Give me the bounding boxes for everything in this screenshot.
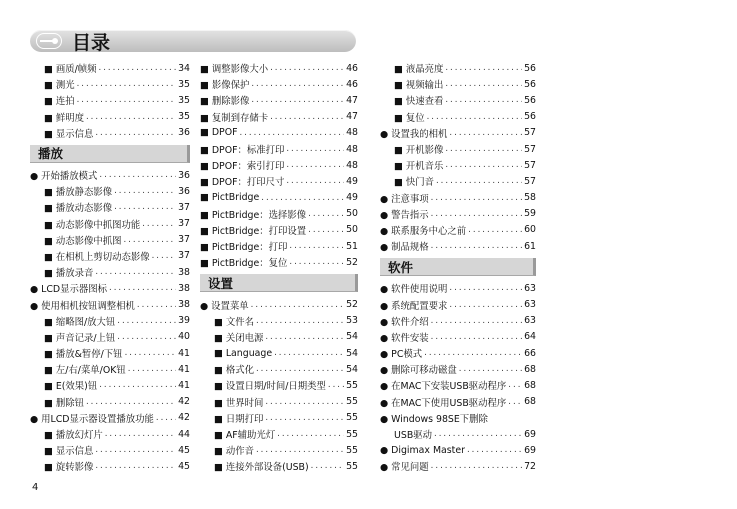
toc-entry[interactable] [200,76,358,92]
toc-entry-page: 63 [524,315,536,327]
dot-leader [239,128,344,138]
toc-entry-page: 35 [178,94,190,106]
toc-entry-page: 59 [524,208,536,220]
toc-entry-page: 56 [524,111,536,123]
dot-leader [86,397,176,407]
toc-entry-page: 52 [346,299,358,311]
toc-entry-label: USB驱动 [394,430,432,442]
toc-entry-page: 48 [346,159,358,171]
dot-leader [436,176,522,186]
dot-leader [445,144,522,154]
toc-entry-page: 55 [346,412,358,424]
dot-leader [251,95,344,105]
toc-entry-label: ■ DPOF：索引打印 [200,161,285,173]
toc-entry[interactable] [380,361,536,377]
toc-entry[interactable] [30,125,190,141]
toc-entry-page: 46 [346,78,358,90]
dot-leader [328,380,344,390]
toc-entry[interactable] [200,345,358,361]
toc-entry-label: ■ 声音记录/上钮 [44,332,116,344]
toc-entry[interactable] [30,280,190,296]
dot-leader [508,380,522,390]
dot-leader [424,348,522,358]
toc-entry-page: 53 [346,315,358,327]
dot-leader [286,144,344,154]
toc-entry-label: ■ AF辅助光灯 [214,430,276,442]
toc-entry[interactable] [200,190,358,206]
toc-entry-label: ■ 开机音乐 [394,161,444,173]
toc-entry-label: ■ E(效果)钮 [44,381,98,393]
dot-leader [508,397,522,407]
toc-entry[interactable] [30,167,190,183]
dot-leader [256,445,344,455]
toc-entry-page: 34 [178,62,190,74]
dot-leader [311,461,344,471]
toc-entry-label: ■ PictBridge [200,192,260,204]
toc-entry[interactable] [380,313,536,329]
dot-leader [289,257,344,267]
dot-leader [95,461,176,471]
toc-entry-label: ■ 测光 [44,80,75,92]
toc-entry-label: ● 常见问题 [380,462,429,474]
toc-entry-label: ■ 快速查看 [394,96,444,108]
toc-entry-page: 37 [178,234,190,246]
toc-entry-page: 41 [178,379,190,391]
section-heading: 设置 [200,274,358,292]
toc-entry-page: 37 [178,250,190,262]
toc-entry[interactable] [200,157,358,173]
toc-entry-label: ● 设置菜单 [200,300,249,312]
toc-entry-label: ■ PictBridge：复位 [200,258,288,270]
dot-leader [105,429,176,439]
dot-leader [449,283,522,293]
toc-entry[interactable] [200,377,358,393]
toc-entry-label: ■ 动态影像中抓图 [44,235,122,247]
toc-entry-label: ■ 显示信息 [44,128,94,140]
dot-leader [99,63,177,73]
toc-entry-label: ■ 快门音 [394,177,434,189]
toc-entry[interactable] [380,410,536,426]
dot-leader [99,380,176,390]
toc-entry-label: ■ DPOF：标准打印 [200,145,285,157]
dot-leader [431,461,522,471]
dot-leader [270,63,344,73]
toc-entry-label: ■ 连接外部设备(USB) [214,462,309,474]
toc-entry-page: 55 [346,428,358,440]
section-heading: 软件 [380,258,536,276]
dot-leader [449,128,522,138]
toc-entry-page: 45 [178,444,190,456]
toc-entry-page: 60 [524,224,536,236]
dot-leader [286,176,344,186]
toc-entry-label: ■ 格式化 [214,365,254,377]
dot-leader [109,283,176,293]
toc-entry-page: 39 [178,315,190,327]
toc-entry-label: ■ DPOF [200,127,238,139]
dot-leader [274,348,344,358]
toc-entry-page: 56 [524,78,536,90]
dot-leader [117,332,176,342]
dot-leader [445,63,522,73]
toc-entry[interactable] [30,60,190,76]
toc-entry-label: ● 设置我的相机 [380,128,448,140]
toc-entry-page: 54 [346,331,358,343]
toc-entry-label: ■ 调整影像大小 [200,64,269,76]
dot-leader [434,429,522,439]
toc-entry-label: ● 在MAC下使用USB驱动程序 [380,397,507,409]
toc-entry-label: ■ 显示信息 [44,446,94,458]
toc-entry-label: ● LCD显示器图标 [30,284,108,296]
toc-entry-page: 63 [524,299,536,311]
dot-leader [431,209,522,219]
toc-entry-page: 41 [178,363,190,375]
toc-entry[interactable] [200,313,358,329]
toc-entry-page: 42 [178,396,190,408]
toc-entry[interactable] [30,329,190,345]
toc-entry-page: 35 [178,111,190,123]
toc-entry[interactable] [30,442,190,458]
toc-entry-page: 57 [524,127,536,139]
toc-entry[interactable] [30,76,190,92]
dot-leader [308,209,344,219]
toc-entry-label: ● PC模式 [380,349,423,361]
toc-entry-page: 52 [346,256,358,268]
toc-entry[interactable] [200,361,358,377]
toc-entry-page: 48 [346,127,358,139]
toc-entry[interactable] [200,329,358,345]
dot-leader [265,332,344,342]
toc-entry-page: 40 [178,331,190,343]
toc-entry-label: ■ 播放录音 [44,268,94,280]
toc-entry-page: 49 [346,192,358,204]
toc-entry-page: 54 [346,363,358,375]
toc-entry-label: ● 软件介绍 [380,316,429,328]
toc-entry[interactable] [380,442,536,458]
toc-entry-page: 49 [346,175,358,187]
toc-entry-label: ■ 播放动态影像 [44,203,113,215]
toc-entry-page: 35 [178,78,190,90]
page-title: 目录 [72,32,111,54]
toc-entry-page: 58 [524,192,536,204]
toc-entry-label: ■ 动作音 [214,446,254,458]
toc-entry[interactable] [200,222,358,238]
dot-leader [114,186,176,196]
dot-leader [459,364,522,374]
dot-leader [449,300,522,310]
toc-entry-page: 54 [346,347,358,359]
toc-entry[interactable] [200,206,358,222]
toc-entry-page: 38 [178,266,190,278]
toc-entry-label: ■ 在相机上剪切动态影像 [44,251,150,263]
toc-entry[interactable] [200,442,358,458]
toc-entry[interactable] [30,92,190,108]
toc-entry-page: 69 [524,444,536,456]
toc-entry[interactable] [30,109,190,125]
dot-leader [431,241,522,251]
dot-leader [467,445,522,455]
toc-entry-label: ■ 视频输出 [394,80,444,92]
toc-entry-label: ● 联系服务中心之前 [380,225,467,237]
dot-leader [270,112,344,122]
toc-entry[interactable] [30,377,190,393]
toc-entry-label: ● 警告指示 [380,209,429,221]
toc-entry-label: ■ 日期打印 [214,413,264,425]
dot-leader [95,267,176,277]
toc-entry-page: 47 [346,111,358,123]
toc-entry-page: 44 [178,428,190,440]
toc-entry-page: 68 [524,379,536,391]
toc-entry-label: ■ 复制到存储卡 [200,112,269,124]
dot-leader [277,429,344,439]
toc-entry[interactable] [200,92,358,108]
dot-leader [265,413,344,423]
dot-leader [77,95,176,105]
dot-leader [114,202,176,212]
toc-entry-label: ■ 世界时间 [214,397,264,409]
toc-column-3 [380,60,536,475]
toc-entry-page: 66 [524,347,536,359]
toc-entry[interactable] [380,157,536,173]
dot-leader [445,79,522,89]
toc-entry[interactable] [380,394,536,410]
toc-entry[interactable] [30,345,190,361]
toc-entry[interactable] [200,458,358,474]
toc-entry-page: 57 [524,143,536,155]
toc-entry-label: ■ 液晶亮度 [394,64,444,76]
toc-entry[interactable] [380,92,536,108]
section-heading: 播放 [30,145,190,163]
toc-entry-page: 36 [178,169,190,181]
toc-entry-label: ● 软件安装 [380,332,429,344]
toc-entry[interactable] [380,296,536,312]
toc-entry[interactable] [30,313,190,329]
toc-entry-label: ■ Language [214,347,273,359]
toc-entry[interactable] [380,109,536,125]
dot-leader [125,348,177,358]
toc-entry[interactable] [380,329,536,345]
toc-entry-label: ■ 缩略图/放大钮 [44,316,116,328]
toc-entry-page: 64 [524,331,536,343]
toc-entry[interactable] [380,206,536,222]
toc-entry-page: 36 [178,127,190,139]
dot-leader [86,112,176,122]
dot-leader [431,316,522,326]
toc-entry-label: ■ PictBridge：选择影像 [200,209,307,221]
dot-leader [77,79,176,89]
toc-entry[interactable] [380,426,536,442]
toc-entry-page: 55 [346,460,358,472]
toc-entry-label: ■ 左/右/菜单/OK钮 [44,365,126,377]
toc-entry[interactable] [30,232,190,248]
toc-entry[interactable] [380,173,536,189]
toc-entry[interactable] [200,141,358,157]
dot-leader [142,219,176,229]
toc-entry-label: ● 用LCD显示器设置播放功能 [30,413,154,425]
dot-leader [251,300,344,310]
toc-entry-label: ■ DPOF：打印尺寸 [200,177,285,189]
toc-entry-page: 51 [346,240,358,252]
toc-entry[interactable] [380,141,536,157]
dot-leader [95,445,176,455]
toc-entry-page: 56 [524,62,536,74]
toc-entry-label: ● 制品规格 [380,242,429,254]
toc-entry[interactable] [380,222,536,238]
toc-entry[interactable] [200,109,358,125]
toc-entry-page: 57 [524,159,536,171]
toc-entry-label: ● 在MAC下安装USB驱动程序 [380,381,507,393]
toc-entry-page: 46 [346,62,358,74]
toc-entry[interactable] [30,296,190,312]
toc-entry-page: 45 [178,460,190,472]
toc-entry-label: ■ 鲜明度 [44,112,84,124]
toc-entry-page: 48 [346,143,358,155]
toc-entry-label: ■ 播放幻灯片 [44,430,103,442]
dot-leader [95,128,176,138]
toc-entry-label: ● 软件使用说明 [380,284,448,296]
toc-entry[interactable] [380,76,536,92]
toc-entry[interactable] [200,394,358,410]
toc-entry[interactable] [30,458,190,474]
toc-entry-label: ■ 复位 [394,112,425,124]
dot-leader [286,160,344,170]
toc-entry-label: ■ 连拍 [44,96,75,108]
toc-entry-label: ■ 删除影像 [200,96,250,108]
toc-entry-label: ■ 文件名 [214,316,254,328]
toc-column-1 [30,60,190,475]
toc-entry-label: ● 系统配置要求 [380,300,448,312]
toc-entry[interactable] [380,377,536,393]
toc-entry-page: 55 [346,396,358,408]
dot-leader [289,241,344,251]
dot-leader [156,413,176,423]
toc-entry-page: 72 [524,460,536,472]
toc-entry-label: ■ 播放静态影像 [44,187,113,199]
toc-entry-page: 56 [524,94,536,106]
toc-entry[interactable] [30,410,190,426]
arrow-icon [36,33,62,49]
toc-entry[interactable] [30,216,190,232]
toc-entry-label: ● 删除可移动磁盘 [380,365,457,377]
toc-entry-page: 68 [524,396,536,408]
dot-leader [445,95,522,105]
toc-entry-page: 63 [524,282,536,294]
toc-entry-page: 41 [178,347,190,359]
toc-entry-label: ■ 动态影像中抓图功能 [44,219,141,231]
toc-entry-page: 61 [524,240,536,252]
toc-entry-page: 47 [346,94,358,106]
toc-entry[interactable] [380,190,536,206]
toc-entry-label: ■ 开机影像 [394,145,444,157]
toc-entry-page: 50 [346,224,358,236]
dot-leader [431,332,522,342]
toc-entry-label: ■ PictBridge：打印设置 [200,225,307,237]
dot-leader [265,397,344,407]
toc-header-bar [30,30,356,52]
toc-entry-label: ■ 播放&暂停/下钮 [44,349,123,361]
dot-leader [431,193,522,203]
toc-entry-label: ● 开始播放模式 [30,171,98,183]
toc-entry-page: 69 [524,428,536,440]
toc-entry[interactable] [30,426,190,442]
toc-entry[interactable] [30,199,190,215]
toc-entry-page: 57 [524,175,536,187]
dot-leader [152,251,176,261]
toc-entry[interactable] [30,264,190,280]
dot-leader [308,225,344,235]
dot-leader [445,160,522,170]
dot-leader [261,193,344,203]
toc-entry[interactable] [200,173,358,189]
toc-entry[interactable] [200,254,358,270]
toc-entry[interactable] [30,248,190,264]
toc-entry[interactable] [200,426,358,442]
dot-leader [256,364,344,374]
toc-entry-label: ● Windows 98SE下删除 [380,413,488,425]
toc-entry-label: ● 使用相机按钮调整相机 [30,300,135,312]
page-number: 4 [32,482,39,493]
toc-entry-page: 38 [178,299,190,311]
dot-leader [427,112,522,122]
toc-entry[interactable] [380,280,536,296]
toc-entry-page: 37 [178,201,190,213]
dot-leader [123,235,176,245]
toc-entry-page: 55 [346,444,358,456]
toc-entry[interactable] [200,238,358,254]
toc-entry-page: 42 [178,412,190,424]
toc-entry[interactable] [380,238,536,254]
toc-entry[interactable] [200,410,358,426]
toc-entry-label: ● 注意事项 [380,193,429,205]
toc-entry[interactable] [200,60,358,76]
toc-entry-page: 50 [346,208,358,220]
toc-entry-label: ■ 设置日期/时间/日期类型 [214,381,326,393]
toc-entry-label: ■ 影像保护 [200,80,250,92]
dot-leader [117,316,176,326]
toc-entry-page: 37 [178,218,190,230]
toc-entry[interactable] [380,60,536,76]
toc-entry[interactable] [380,125,536,141]
toc-entry-page: 68 [524,363,536,375]
toc-entry-page: 55 [346,379,358,391]
dot-leader [128,364,176,374]
toc-entry-label: ● Digimax Master [380,444,465,456]
toc-column-2 [200,60,358,475]
toc-entry-label: ■ 关闭电源 [214,332,264,344]
toc-entry[interactable] [200,125,358,141]
dot-leader [99,170,176,180]
toc-entry-page: 36 [178,185,190,197]
toc-entry[interactable] [380,458,536,474]
toc-entry[interactable] [30,394,190,410]
dot-leader [251,79,344,89]
toc-entry[interactable] [30,361,190,377]
toc-entry-label: ■ 旋转影像 [44,462,94,474]
dot-leader [256,316,344,326]
toc-entry-label: ■ PictBridge：打印 [200,242,288,254]
toc-entry[interactable] [200,296,358,312]
toc-entry[interactable] [30,183,190,199]
dot-leader [137,300,176,310]
toc-entry-label: ■ 删除钮 [44,397,84,409]
toc-entry[interactable] [380,345,536,361]
toc-entry-label: ■ 画质/帧频 [44,64,97,76]
toc-entry-page: 38 [178,282,190,294]
dot-leader [468,225,522,235]
